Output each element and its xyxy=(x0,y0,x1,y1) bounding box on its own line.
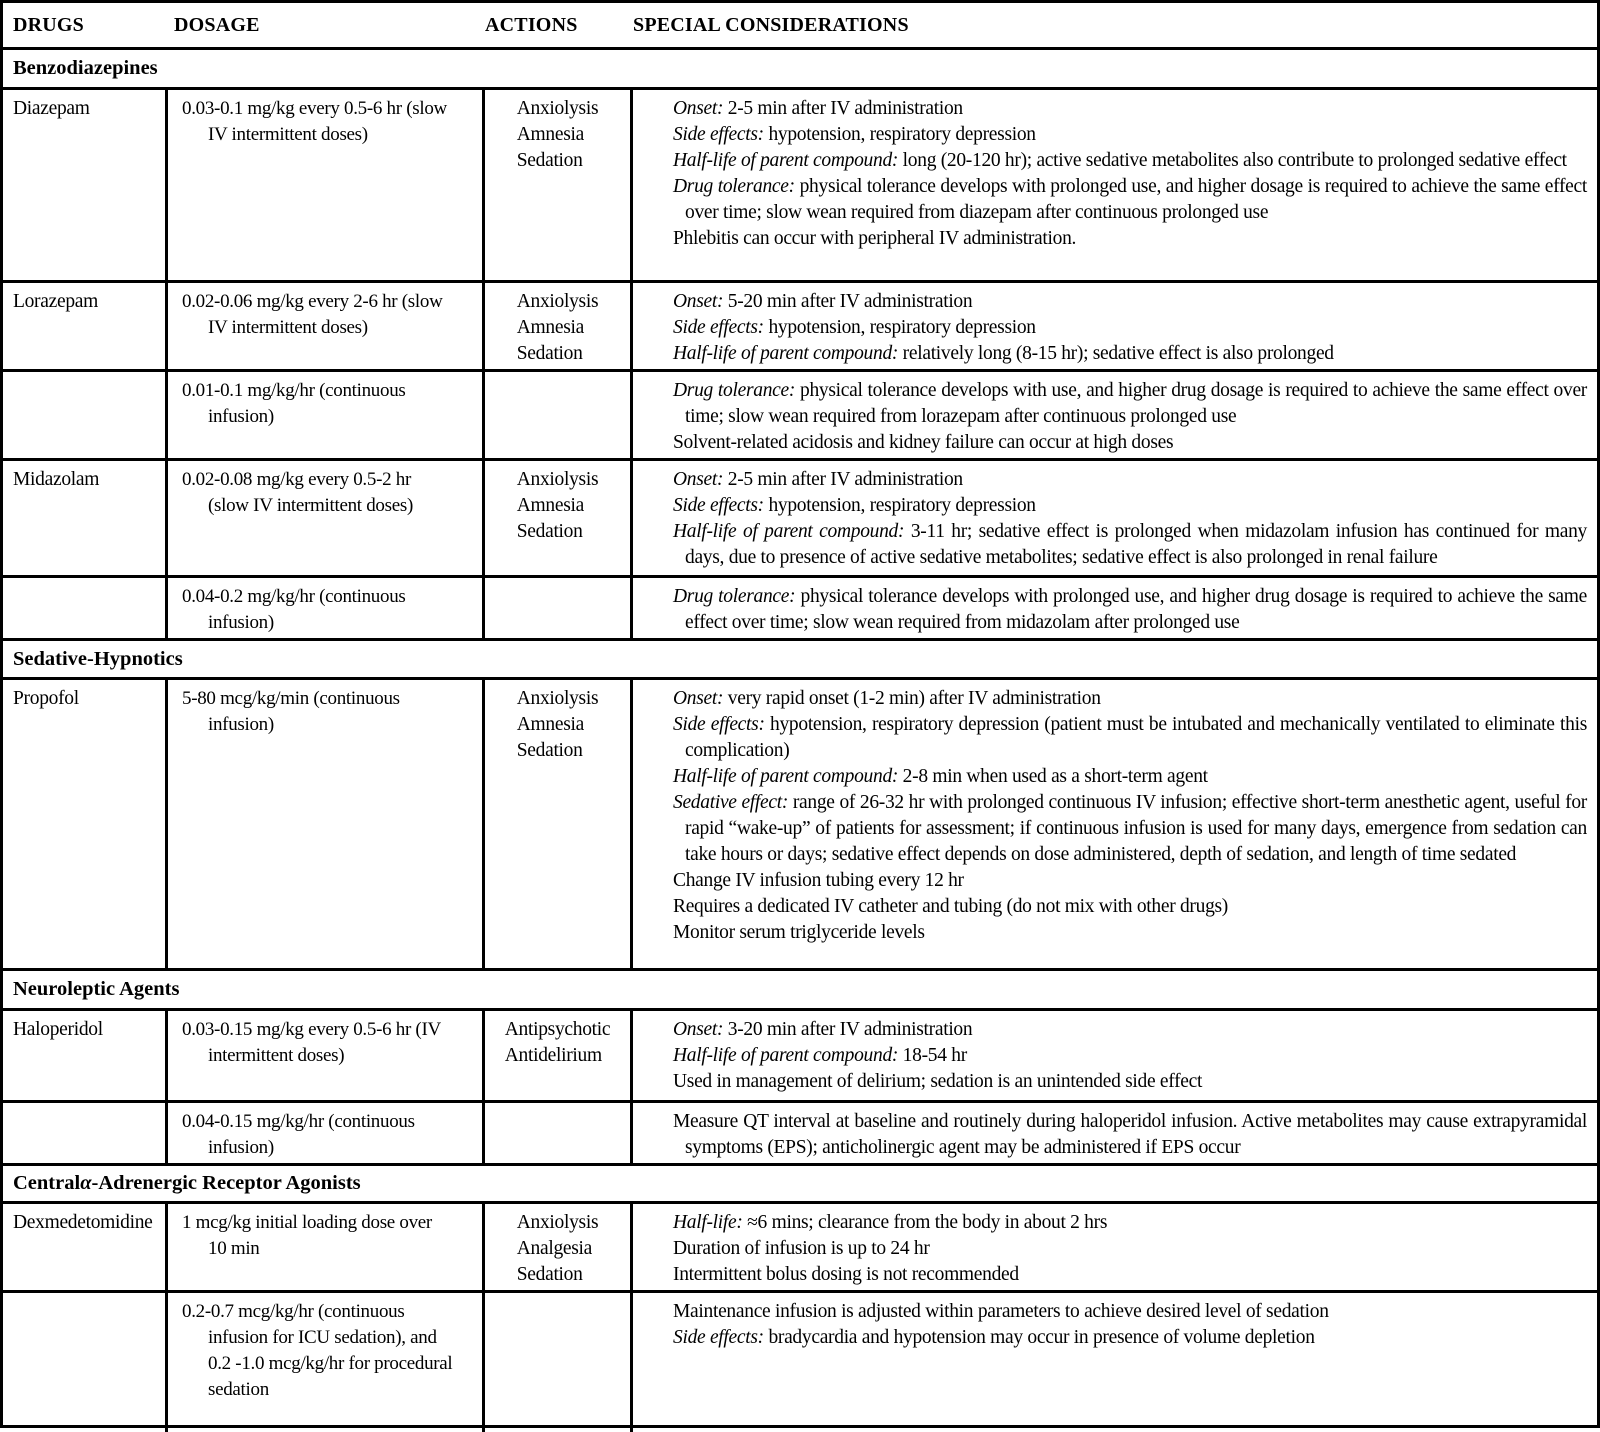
consideration-item xyxy=(673,686,1587,712)
drug-cell xyxy=(3,90,168,280)
dosage-text: 0.2 -1.0 mcg/kg/hr for procedural xyxy=(208,1353,453,1374)
special-considerations-cell xyxy=(633,1011,1597,1100)
dosage-text: infusion) xyxy=(208,612,274,633)
dosage-cell xyxy=(168,680,485,968)
consideration-item xyxy=(673,1299,1587,1325)
table-row xyxy=(3,677,1597,968)
action-label: Sedation xyxy=(516,521,583,542)
table-row xyxy=(3,575,1597,638)
column-header-drugs: DRUGS xyxy=(13,13,85,36)
action-label: Amnesia xyxy=(516,495,584,516)
column-header-special-considerations: SPECIAL CONSIDERATIONS xyxy=(633,13,909,36)
action-label: Sedation xyxy=(516,150,583,171)
actions-cell xyxy=(485,1293,633,1432)
consideration-label: Drug tolerance: xyxy=(673,176,795,197)
consideration-label: Side effects: xyxy=(673,1327,764,1348)
consideration-text: hypotension, respiratory depression (patient must be intubated and mechanically ventilated to eliminate this complication) xyxy=(685,714,1587,761)
consideration-text: ≈6 mins; clearance from the body in about 2 hrs xyxy=(747,1212,1108,1233)
consideration-item xyxy=(673,1017,1587,1043)
actions-cell xyxy=(485,90,633,280)
drug-cell xyxy=(3,461,168,575)
table-row xyxy=(3,1100,1597,1163)
column-header-actions: ACTIONS xyxy=(485,13,578,36)
consideration-label: Side effects: xyxy=(673,317,764,338)
dosage-text: IV intermittent doses) xyxy=(208,317,368,338)
action-label: Anxiolysis xyxy=(516,291,599,312)
action-label: Sedation xyxy=(516,343,583,364)
actions-cell xyxy=(485,1011,633,1100)
consideration-item xyxy=(673,467,1587,493)
consideration-text: 18-54 hr xyxy=(902,1045,967,1066)
section-title-text: Sedative-Hypnotics xyxy=(13,647,183,670)
section-header xyxy=(3,638,1597,677)
table-row xyxy=(3,1008,1597,1100)
actions-list xyxy=(517,686,599,966)
dosage-cell xyxy=(168,461,485,575)
consideration-text: Used in management of delirium; sedation is an unintended side effect xyxy=(673,1071,1203,1092)
special-considerations-cell xyxy=(633,461,1597,575)
drug-name: Dexmedetomidine xyxy=(13,1212,153,1233)
drug-name: Midazolam xyxy=(13,469,100,490)
actions-cell xyxy=(485,461,633,575)
column-header-dosage: DOSAGE xyxy=(174,13,260,36)
consideration-item xyxy=(673,430,1587,456)
consideration-text: 5-20 min after IV administration xyxy=(727,291,973,312)
consideration-item xyxy=(673,341,1587,367)
consideration-text: very rapid onset (1-2 min) after IV administration xyxy=(727,688,1101,709)
dosage-text: 1 mcg/kg initial loading dose over xyxy=(182,1212,432,1233)
table-header-row xyxy=(3,3,1597,47)
consideration-item xyxy=(673,584,1587,636)
dosage-cell xyxy=(168,372,485,458)
actions-cell xyxy=(485,1204,633,1290)
actions-cell xyxy=(485,283,633,369)
section-title-text: Benzodiazepines xyxy=(13,57,158,79)
consideration-text: range of 26-32 hr with prolonged continuous IV infusion; effective short-term anesthetic agent, useful for rapid “wake-up” of patients for assessment; if continuous infusion is used for many days, emergence from sedation can take hours or days; sedative effect depends on dose administered, depth of sedation, and length of time sedated xyxy=(685,792,1588,865)
consideration-item xyxy=(673,174,1587,226)
dosage-cell xyxy=(168,1293,485,1432)
special-considerations-cell xyxy=(633,578,1597,638)
consideration-item xyxy=(673,122,1587,148)
consideration-label: Onset: xyxy=(673,291,724,312)
action-label: Analgesia xyxy=(516,1238,593,1259)
actions-cell xyxy=(485,372,633,458)
action-label: Amnesia xyxy=(516,124,584,145)
consideration-label: Half-life of parent compound: xyxy=(673,343,899,364)
section-title-text: Central xyxy=(13,1172,81,1194)
consideration-text: Solvent-related acidosis and kidney failure can occur at high doses xyxy=(673,432,1174,453)
dosage-text: 0.02-0.06 mg/kg every 2-6 hr (slow xyxy=(182,291,443,312)
actions-list xyxy=(517,467,599,573)
special-considerations-cell xyxy=(633,283,1597,369)
consideration-item xyxy=(673,315,1587,341)
consideration-text: Measure QT interval at baseline and routinely during haloperidol infusion. Active metabolites may cause extrapyramidal symptoms (EPS); anticholinergic agent may be administered if EPS occur xyxy=(673,1111,1587,1158)
consideration-text: 2-5 min after IV administration xyxy=(727,98,963,119)
dosage-text: infusion) xyxy=(208,1137,274,1158)
drug-name: Haloperidol xyxy=(13,1019,103,1040)
consideration-text: physical tolerance develops with use, and higher drug dosage is required to achieve the same effect over time; slow wean required from lorazepam after continuous prolonged use xyxy=(685,380,1588,427)
consideration-item xyxy=(673,519,1587,571)
consideration-item xyxy=(673,1109,1587,1161)
table-row xyxy=(3,1201,1597,1290)
drug-cell xyxy=(3,1103,168,1163)
drug-cell xyxy=(3,680,168,968)
consideration-item xyxy=(673,148,1587,174)
consideration-item xyxy=(673,226,1587,252)
consideration-text: hypotension, respiratory depression xyxy=(768,495,1036,516)
section-title-text: -Adrenergic Receptor Agonists xyxy=(91,1172,361,1194)
consideration-text: Phlebitis can occur with peripheral IV administration. xyxy=(673,228,1077,249)
consideration-text: 2-8 min when used as a short-term agent xyxy=(902,766,1208,787)
section-header xyxy=(3,47,1597,87)
table-row xyxy=(3,1290,1597,1432)
actions-list xyxy=(517,289,599,367)
dosage-text: 0.02-0.08 mg/kg every 0.5-2 hr xyxy=(182,469,411,490)
dosage-cell xyxy=(168,1204,485,1290)
consideration-label: Sedative effect: xyxy=(673,792,789,813)
dosage-text: infusion) xyxy=(208,714,274,735)
dosage-cell xyxy=(168,1011,485,1100)
special-considerations-cell xyxy=(633,680,1597,968)
actions-cell xyxy=(485,1103,633,1163)
action-label: Sedation xyxy=(516,740,583,761)
consideration-label: Drug tolerance: xyxy=(673,380,796,401)
drug-cell xyxy=(3,283,168,369)
consideration-label: Drug tolerance: xyxy=(673,586,796,607)
consideration-label: Half-life of parent compound: xyxy=(673,521,905,542)
consideration-label: Side effects: xyxy=(673,714,765,735)
table-row xyxy=(3,458,1597,575)
table-row xyxy=(3,280,1597,369)
dosage-text: 0.03-0.1 mg/kg every 0.5-6 hr (slow xyxy=(182,98,447,119)
table-row xyxy=(3,369,1597,458)
consideration-label: Side effects: xyxy=(673,495,764,516)
consideration-label: Side effects: xyxy=(673,124,764,145)
actions-list xyxy=(517,1210,599,1288)
consideration-item xyxy=(673,1236,1587,1262)
consideration-text: Maintenance infusion is adjusted within parameters to achieve desired level of sedation xyxy=(673,1301,1329,1322)
consideration-text: Duration of infusion is up to 24 hr xyxy=(673,1238,930,1259)
consideration-item xyxy=(673,764,1587,790)
dosage-text: intermittent doses) xyxy=(208,1045,345,1066)
drug-cell xyxy=(3,1204,168,1290)
dosage-text: IV intermittent doses) xyxy=(208,124,368,145)
consideration-label: Onset: xyxy=(673,469,724,490)
consideration-text: Change IV infusion tubing every 12 hr xyxy=(673,870,964,891)
consideration-text: 2-5 min after IV administration xyxy=(727,469,963,490)
consideration-item xyxy=(673,493,1587,519)
drug-cell xyxy=(3,578,168,638)
consideration-label: Half-life of parent compound: xyxy=(673,766,899,787)
dosage-text: 0.2-0.7 mcg/kg/hr (continuous xyxy=(182,1301,405,1322)
action-label: Antipsychotic xyxy=(504,1019,611,1040)
section-title-text: Neuroleptic Agents xyxy=(13,978,180,1000)
consideration-item xyxy=(673,790,1587,868)
consideration-text: physical tolerance develops with prolonged use, and higher dosage is required to achieve the same effect over time; slow wean required from diazepam after continuous prolonged use xyxy=(685,176,1588,223)
actions-cell xyxy=(485,680,633,968)
actions-list xyxy=(505,1017,611,1098)
action-label: Anxiolysis xyxy=(516,98,599,119)
consideration-item xyxy=(673,378,1587,430)
dosage-cell xyxy=(168,578,485,638)
section-header xyxy=(3,1163,1597,1201)
consideration-text: Requires a dedicated IV catheter and tubing (do not mix with other drugs) xyxy=(673,896,1228,917)
action-label: Anxiolysis xyxy=(516,469,599,490)
dosage-cell xyxy=(168,1103,485,1163)
drug-name: Propofol xyxy=(13,688,79,709)
dosage-text: infusion for ICU sedation), and xyxy=(208,1327,437,1348)
consideration-item xyxy=(673,1325,1587,1351)
consideration-item xyxy=(673,96,1587,122)
consideration-item xyxy=(673,868,1587,894)
drug-name: Diazepam xyxy=(13,98,90,119)
consideration-label: Onset: xyxy=(673,98,724,119)
action-label: Amnesia xyxy=(516,714,584,735)
dosage-cell xyxy=(168,283,485,369)
special-considerations-cell xyxy=(633,90,1597,280)
consideration-text: Monitor serum triglyceride levels xyxy=(673,922,925,943)
dosage-text: 10 min xyxy=(208,1238,260,1259)
drug-name: Lorazepam xyxy=(13,291,98,312)
drug-cell xyxy=(3,1293,168,1432)
consideration-label: Half-life: xyxy=(673,1212,743,1233)
consideration-text: hypotension, respiratory depression xyxy=(768,124,1036,145)
drug-cell xyxy=(3,1011,168,1100)
consideration-text: 3-11 hr; sedative effect is prolonged when midazolam infusion has continued for many days, due to presence of active sedative metabolites; sedative effect is also prolonged in renal failure xyxy=(685,521,1587,568)
consideration-text: Intermittent bolus dosing is not recommended xyxy=(673,1264,1019,1285)
consideration-item xyxy=(673,1262,1587,1288)
special-considerations-cell xyxy=(633,1293,1597,1432)
action-label: Antidelirium xyxy=(504,1045,602,1066)
drug-cell xyxy=(3,372,168,458)
consideration-label: Half-life of parent compound: xyxy=(673,1045,899,1066)
consideration-item xyxy=(673,1210,1587,1236)
consideration-item xyxy=(673,920,1587,946)
consideration-text: physical tolerance develops with prolonged use, and higher drug dosage is required to achieve the same effect over time; slow wean required from midazolam after prolonged use xyxy=(685,586,1588,633)
special-considerations-cell xyxy=(633,1103,1597,1163)
consideration-item xyxy=(673,894,1587,920)
dosage-text: infusion) xyxy=(208,406,274,427)
consideration-item xyxy=(673,1043,1587,1069)
consideration-text: 3-20 min after IV administration xyxy=(727,1019,973,1040)
section-title-text: α xyxy=(80,1172,92,1194)
action-label: Amnesia xyxy=(516,317,584,338)
special-considerations-cell xyxy=(633,372,1597,458)
dosage-text: 0.04-0.2 mg/kg/hr (continuous xyxy=(182,586,406,607)
consideration-text: hypotension, respiratory depression xyxy=(768,317,1036,338)
consideration-text: relatively long (8-15 hr); sedative effect is also prolonged xyxy=(902,343,1334,364)
consideration-label: Half-life of parent compound: xyxy=(673,150,899,171)
dosage-text: sedation xyxy=(208,1379,269,1400)
consideration-text: bradycardia and hypotension may occur in presence of volume depletion xyxy=(768,1327,1315,1348)
dosage-text: 0.03-0.15 mg/kg every 0.5-6 hr (IV xyxy=(182,1019,441,1040)
consideration-label: Onset: xyxy=(673,688,724,709)
actions-list xyxy=(517,96,599,278)
action-label: Anxiolysis xyxy=(516,1212,599,1233)
special-considerations-cell xyxy=(633,1204,1597,1290)
section-header xyxy=(3,968,1597,1008)
action-label: Sedation xyxy=(516,1264,583,1285)
consideration-label: Onset: xyxy=(673,1019,724,1040)
table-body xyxy=(3,47,1597,1432)
actions-cell xyxy=(485,578,633,638)
dosage-text: (slow IV intermittent doses) xyxy=(208,495,413,516)
consideration-item xyxy=(673,712,1587,764)
consideration-text: long (20-120 hr); active sedative metabolites also contribute to prolonged sedative effect xyxy=(902,150,1567,171)
dosage-text: 0.04-0.15 mg/kg/hr (continuous xyxy=(182,1111,415,1132)
consideration-item xyxy=(673,289,1587,315)
dosage-text: 5-80 mcg/kg/min (continuous xyxy=(182,688,400,709)
dosage-cell xyxy=(168,90,485,280)
action-label: Anxiolysis xyxy=(516,688,599,709)
dosage-text: 0.01-0.1 mg/kg/hr (continuous xyxy=(182,380,406,401)
consideration-item xyxy=(673,1069,1587,1095)
table-row xyxy=(3,87,1597,280)
